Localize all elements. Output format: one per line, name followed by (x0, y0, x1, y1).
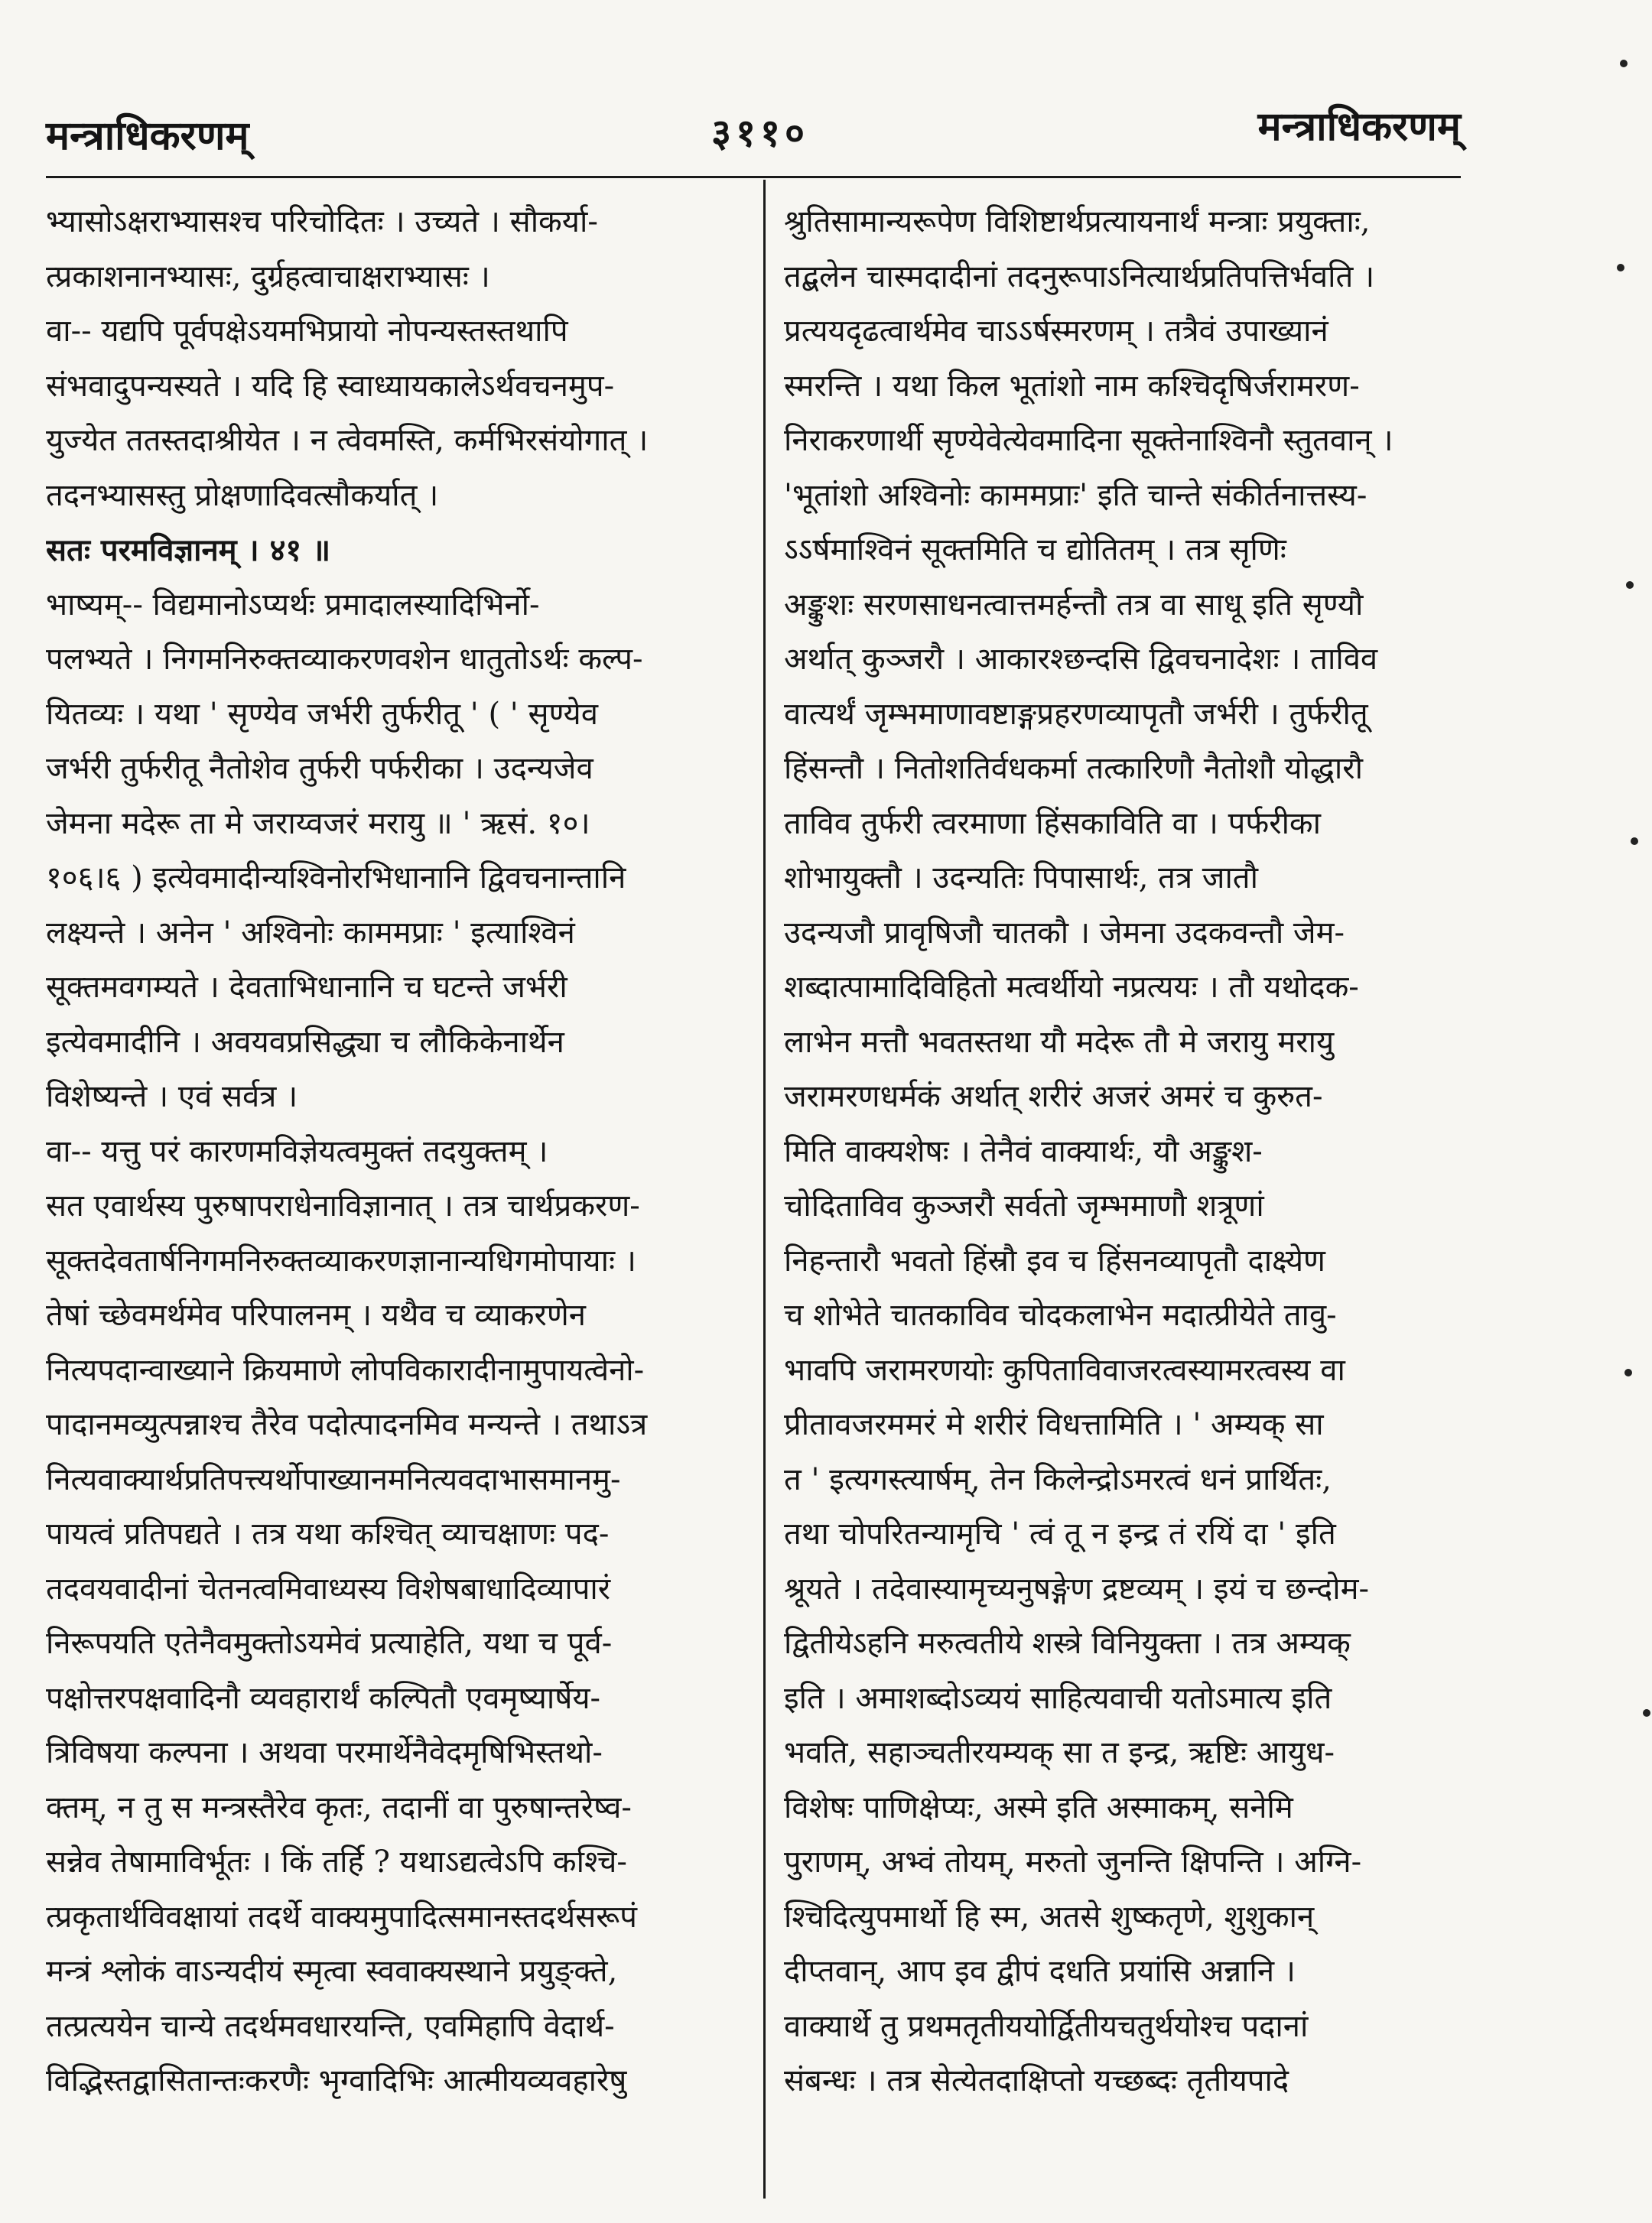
text-line: शोभायुक्तौ । उदन्यतिः पिपासार्थः, तत्र जातौ (784, 860, 1258, 895)
text-line: पादानमव्युत्पन्नाश्च तैरेव पदोत्पादनमिव मन्यन्ते । तथाऽत्र (46, 1407, 648, 1442)
text-line: लक्ष्यन्ते । अनेन ' अश्विनोः काममप्राः ' इत्याश्विनं (46, 915, 575, 951)
text-line: तद्बलेन चास्मदादीनां तदनुरूपाऽनित्यार्थप्रतिपत्तिर्भवति । (784, 258, 1375, 294)
text-line: वाक्यार्थे तु प्रथमतृतीययोर्द्वितीयचतुर्थयोश्च पदानां (784, 2008, 1309, 2044)
text-line: क्तम्, न तु स मन्त्रस्तैरेव कृतः, तदानीं वा पुरुषान्तरेष्व- (46, 1789, 632, 1825)
text-line: तदनभ्यासस्तु प्रोक्षणादिवत्सौकर्यात् । (46, 477, 439, 513)
text-line: नित्यवाक्यार्थप्रतिपत्त्यर्थोपाख्यानमनित्यवदाभासमानमु- (46, 1461, 621, 1497)
text-line: तेषां च्छेवमर्थमेव परिपालनम् । यथैव च व्याकरणेन (46, 1298, 586, 1333)
text-line: युज्येत ततस्तदाश्रीयेत । न त्वेवमस्ति, कर्मभिरसंयोगात् । (46, 423, 649, 458)
scan-speck (1643, 1709, 1650, 1717)
text-line: पक्षोत्तरपक्षवादिनौ व्यवहारार्थं कल्पितौ एवमृष्यार्षेय- (46, 1680, 601, 1716)
page-number: ३११० (711, 111, 809, 155)
text-line: सन्नेव तेषामाविर्भूतः । किं तर्हि ? यथाऽद्यत्वेऽपि कश्चि- (46, 1844, 627, 1880)
text-line: तथा चोपरितन्यामृचि ' त्वं तू न इन्द्र तं रयिं दा ' इति (784, 1516, 1336, 1552)
scan-speck (1631, 837, 1638, 845)
text-line: वा-- यद्यपि पूर्वपक्षेऽयमभिप्रायो नोपन्यस्तस्तथापि (46, 314, 568, 349)
text-line: जेमना मदेरू ता मे जराय्वजरं मरायु ॥ ' ऋसं. १०। (46, 805, 590, 841)
text-line: निराकरणार्थी सृण्येवेत्येवमादिना सूक्तेनाश्विनौ स्तुतवान् । (784, 423, 1393, 458)
right-column (784, 195, 1461, 2109)
text-line: 'भूतांशो अश्विनोः काममप्राः' इति चान्ते संकीर्तनात्तस्य- (784, 477, 1367, 513)
text-line: पुराणम्, अभ्वं तोयम्, मरुतो जुनन्ति क्षिपन्ति । अग्नि- (784, 1844, 1362, 1880)
text-line: मन्त्रं श्लोकं वाऽन्यदीयं स्मृत्वा स्ववाक्यस्थाने प्रयुङ्क्ते, (46, 1954, 618, 1989)
text-line: विशेष्यन्ते । एवं सर्वत्र । (46, 1079, 298, 1114)
text-line: सतः परमविज्ञानम् । ४१ ॥ (46, 532, 331, 568)
text-line: पलभ्यते । निगमनिरुक्तव्याकरणवशेन धातुतोऽर्थः कल्प- (46, 642, 643, 677)
text-line: द्वितीयेऽहनि मरुत्वतीये शस्त्रे विनियुक्ता । तत्र अम्यक् (784, 1626, 1351, 1661)
header-rule (46, 176, 1461, 178)
scan-speck (1617, 264, 1624, 271)
text-line: चोदिताविव कुञ्जरौ सर्वतो जृम्भमाणौ शत्रूणां (784, 1188, 1264, 1224)
text-line: सत एवार्थस्य पुरुषापराधेनाविज्ञानात् । तत्र चार्थप्रकरण- (46, 1188, 640, 1224)
text-line: तत्प्रत्ययेन चान्ये तदर्थमवधारयन्ति, एवमिहापि वेदार्थ- (46, 2008, 615, 2044)
text-line: विद्भिस्तद्वासितान्तःकरणैः भृग्वादिभिः आत्मीयव्यवहारेषु (46, 2063, 627, 2098)
text-line: विशेषः पाणिक्षेप्यः, अस्मे इति अस्माकम्, सनेमि (784, 1789, 1293, 1825)
scan-speck (1620, 60, 1628, 67)
text-line: स्मरन्ति । यथा किल भूतांशो नाम कश्चिदृषिर्जरामरण- (784, 368, 1360, 404)
text-line: वा-- यत्तु परं कारणमविज्ञेयत्वमुक्तं तदयुक्तम् । (46, 1133, 548, 1169)
text-line: त्प्रकाशनानभ्यासः, दुर्ग्रहत्वाचाक्षराभ्यासः । (46, 258, 490, 294)
text-line: ताविव तुर्फरी त्वरमाणा हिंसकाविति वा । पर्फरीका (784, 805, 1322, 841)
text-line: प्रत्ययदृढत्वार्थमेव चाऽऽर्षस्मरणम् । तत्रैवं उपाख्यानं (784, 314, 1328, 349)
text-line: तदवयवादीनां चेतनत्वमिवाध्यस्य विशेषबाधादिव्यापारं (46, 1571, 611, 1607)
text-line: भाष्यम्-- विद्यमानोऽप्यर्थः प्रमादालस्यादिभिर्नो- (46, 587, 540, 622)
running-title-right: मन्त्राधिकरणम् (1257, 104, 1461, 150)
text-line: श्रुतिसामान्यरूपेण विशिष्टार्थप्रत्यायनार्थं मन्त्राः प्रयुक्ताः, (784, 204, 1371, 239)
text-line: संबन्धः । तत्र सेत्येतदाक्षिप्तो यच्छब्दः तृतीयपादे (784, 2063, 1289, 2098)
text-line: १०६।६ ) इत्येवमादीन्यश्विनोरभिधानानि द्विवचनान्तानि (46, 860, 626, 895)
scan-speck (1624, 1369, 1632, 1376)
text-line: भवति, सहाञ्चतीरयम्यक् सा त इन्द्र, ऋष्टिः आयुध- (784, 1735, 1335, 1770)
text-line: ऽऽर्षमाश्विनं सूक्तमिति च द्योतितम् । तत्र सृणिः (784, 532, 1286, 567)
column-divider (763, 180, 766, 2199)
text-line: नित्यपदान्वाख्याने क्रियमाणे लोपविकारादीनामुपायत्वेनो- (46, 1352, 645, 1388)
text-line: दीप्तवान्, आप इव द्वीपं दधति प्रयांसि अन्नानि । (784, 1954, 1296, 1989)
text-line: इत्येवमादीनि । अवयवप्रसिद्ध्या च लौकिकेनार्थेन (46, 1024, 564, 1060)
text-line: जर्भरी तुर्फरीतू नैतोशेव तुर्फरी पर्फरीका । उदन्यजेव (46, 751, 593, 786)
left-column (46, 195, 742, 2109)
text-line: हिंसन्तौ । नितोशतिर्वधकर्मा तत्कारिणौ नैतोशौ योद्धारौ (784, 751, 1363, 786)
text-line: अङ्कुशः सरणसाधनत्वात्तमर्हन्तौ तत्र वा साधू इति सृण्यौ (784, 587, 1364, 622)
text-line: सूक्तमवगम्यते । देवताभिधानानि च घटन्ते जर्भरी (46, 970, 567, 1005)
text-line: निरूपयति एतेनैवमुक्तोऽयमेवं प्रत्याहेति, यथा च पूर्व- (46, 1626, 613, 1661)
text-line: प्रीतावजरममरं मे शरीरं विधत्तामिति । ' अम्यक् सा (784, 1407, 1324, 1442)
text-line: इति । अमाशब्दोऽव्ययं साहित्यवाची यतोऽमात्य इति (784, 1680, 1332, 1716)
text-line: भावपि जरामरणयोः कुपिताविवाजरत्वस्यामरत्वस्य वा (784, 1352, 1345, 1388)
text-line: जरामरणधर्मकं अर्थात् शरीरं अजरं अमरं च कुरुत- (784, 1079, 1323, 1114)
text-line: शब्दात्पामादिविहितो मत्वर्थीयो नप्रत्ययः । तौ यथोदक- (784, 970, 1359, 1005)
text-line: त्प्रकृतार्थविवक्षायां तदर्थे वाक्यमुपादित्समानस्तदर्थसरूपं (46, 1899, 638, 1935)
text-line: श्चिदित्युपमार्थो हि स्म, अतसे शुष्कतृणे, शुशुकान् (784, 1899, 1315, 1935)
running-title-left: मन्त्राधिकरणम् (46, 113, 249, 159)
text-line: अर्थात् कुञ्जरौ । आकारश्छन्दसि द्विवचनादेशः । ताविव (784, 642, 1378, 677)
text-line: संभवादुपन्यस्यते । यदि हि स्वाध्यायकालेऽर्थवचनमुप- (46, 368, 615, 404)
text-line: सूक्तदेवतार्षनिगमनिरुक्तव्याकरणज्ञानान्यधिगमोपायाः । (46, 1243, 636, 1279)
scan-speck (1626, 581, 1634, 589)
text-line: त्रिविषया कल्पना । अथवा परमार्थेनैवेदमृषिभिस्तथो- (46, 1735, 603, 1770)
text-line: च शोभेते चातकाविव चोदकलाभेन मदात्प्रीयेते तावु- (784, 1298, 1337, 1333)
text-line: भ्यासोऽक्षराभ्यासश्च परिचोदितः । उच्यते । सौकर्या- (46, 204, 598, 239)
text-line: वात्यर्थं जृम्भमाणावष्टाङ्गप्रहरणव्यापृतौ जर्भरी । तुर्फरीतू (784, 696, 1368, 732)
text-line: मिति वाक्यशेषः । तेनैवं वाक्यार्थः, यौ अङ्कुश- (784, 1133, 1263, 1169)
text-line: लाभेन मत्तौ भवतस्तथा यौ मदेरू तौ मे जरायु मरायु (784, 1024, 1335, 1060)
text-line: पायत्वं प्रतिपद्यते । तत्र यथा कश्चित् व्याचक्षाणः पद- (46, 1516, 610, 1552)
text-line: यितव्यः । यथा ' सृण्येव जर्भरी तुर्फरीतू ' ( ' सृण्येव (46, 696, 598, 732)
page-header (46, 92, 1461, 161)
text-line: निहन्तारौ भवतो हिंस्रौ इव च हिंसनव्यापृतौ दाक्ष्येण (784, 1243, 1325, 1279)
text-line: उदन्यजौ प्रावृषिजौ चातकौ । जेमना उदकवन्तौ जेम- (784, 915, 1345, 951)
text-line: त ' इत्यगस्त्यार्षम्, तेन किलेन्द्रोऽमरत्वं धनं प्रार्थितः, (784, 1461, 1332, 1497)
text-line: श्रूयते । तदेवास्यामृच्यनुषङ्गेण द्रष्टव्यम् । इयं च छन्दोम- (784, 1571, 1369, 1607)
